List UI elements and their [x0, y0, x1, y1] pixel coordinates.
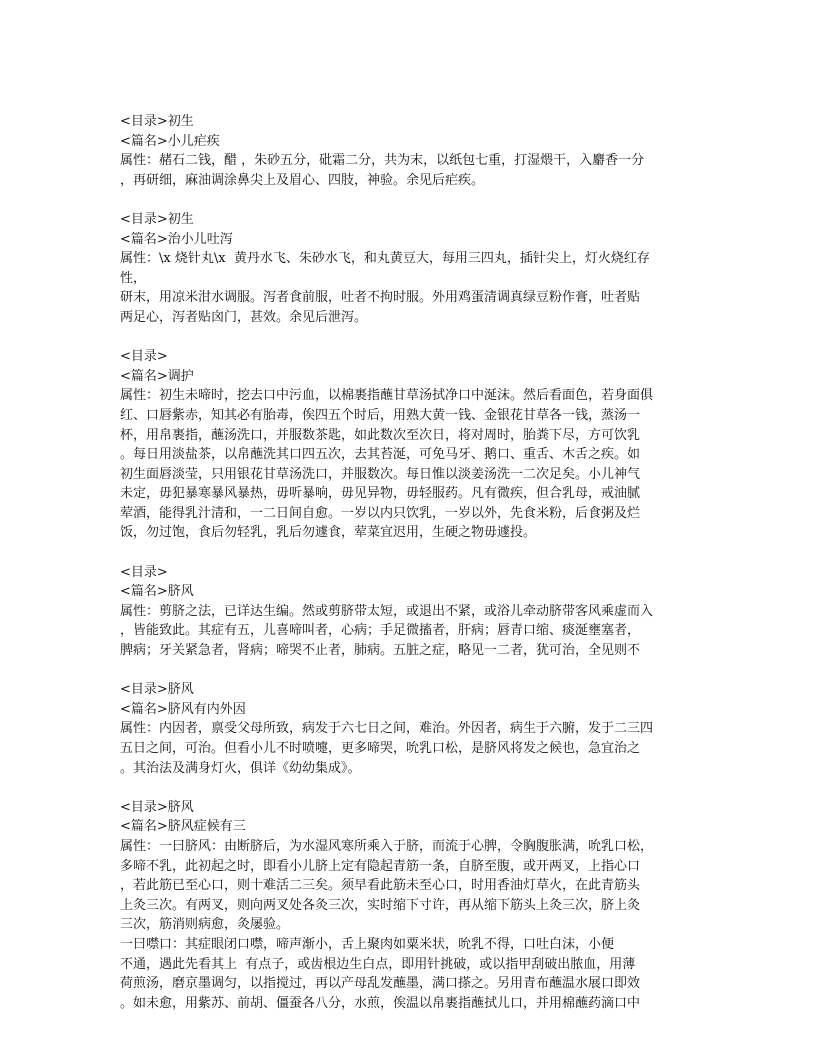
body-line: ，皆能致此。其症有五，儿喜啼叫者，心病；手足微搐者，肝病；唇青口缩、痰涎壅塞者，	[120, 623, 641, 639]
body-line: 性，	[120, 270, 147, 286]
body-line: 属性：\x 烧针丸\x 黄丹水飞、朱砂水飞，和丸黄豆大，每用三四丸，插针尖上，灯火烧红存	[120, 251, 650, 267]
pianming-label: <篇名>脐风症候有三	[120, 819, 246, 835]
body-line: 未定，毋犯暴寒暴风暴热，毋听暴响，毋见异物，毋轻服药。凡有微疾，但合乳母，戒油腻	[120, 486, 641, 502]
body-line: ，再研细，麻油调涂鼻尖上及眉心、四肢，神验。余见后疟疾。	[120, 172, 485, 188]
body-line: 脾病；牙关紧急者，肾病；啼哭不止者，肺病。五脏之症，略见一二者，犹可治，全见则不	[120, 643, 641, 659]
mulu-label: <目录>	[120, 564, 168, 580]
body-line: 荷煎汤，磨京墨调匀，以指搅过，再以产母乱发蘸墨，满口搽之。另用青布蘸温水展口即效	[120, 976, 641, 992]
body-line: 荤酒，能得乳汁清和，一二日间自愈。一岁以内只饮乳，一岁以外，先食米粉，后食粥及烂	[120, 505, 641, 521]
body-line: 研末，用凉米泔水调服。泻者食前服，吐者不拘时服。外用鸡蛋清调真绿豆粉作膏，吐者贴	[120, 290, 641, 306]
pianming-label: <篇名>调护	[120, 368, 194, 384]
mulu-label: <目录>脐风	[120, 682, 194, 698]
body-line: ，若此筋已至心口，则十难活二三矣。须早看此筋未至心口，时用香油灯草火，在此青筋头	[120, 878, 641, 894]
body-line: 属性：赭石二钱，醋 ，朱砂五分，砒霜二分，共为末，以纸包七重，打湿煨干，入麝香一分	[120, 153, 645, 169]
body-line: 属性：剪脐之法，已详达生编。然或剪脐带太短，或退出不紧，或浴儿牵动脐带客风乘虚而入	[120, 603, 654, 619]
body-line: 饭，勿过饱，食后勿轻乳，乳后勿遽食，荤菜宜迟用，生硬之物毋遽投。	[120, 525, 537, 541]
entry-tuxie	[120, 210, 700, 328]
body-line: 红、口唇紫赤，知其必有胎毒，俟四五个时后，用熟大黄一钱、金银花甘草各一钱，蒸汤一	[120, 407, 641, 423]
body-line: 一曰噤口：其症眼闭口噤，啼声渐小，舌上聚肉如粟米状，吮乳不得，口吐白沫，小便	[120, 936, 615, 952]
body-line: 不通，遇此先看其上 有点子，或齿根边生白点，即用针挑破，或以指甲刮破出脓血，用薄	[120, 956, 636, 972]
body-line: 两足心，泻者贴囟门，甚效。余见后泄泻。	[120, 309, 368, 325]
entry-qifeng	[120, 563, 700, 661]
body-line: 。每日用淡盐茶，以帛蘸洗其口四五次，去其苔涎，可免马牙、鹅口、重舌、木舌之疾。如	[120, 447, 641, 463]
pianming-label: <篇名>治小儿吐泻	[120, 231, 233, 247]
mulu-label: <目录>初生	[120, 211, 194, 227]
mulu-label: <目录>	[120, 349, 168, 365]
body-line: 上灸三次。有两叉，则向两叉处各灸三次，实时缩下寸许，再从缩下筋头上灸三次，脐上灸	[120, 897, 641, 913]
body-line: 属性：初生未啼时，挖去口中污血，以棉裹指蘸甘草汤拭净口中涎沫。然后看面色，若身面俱	[120, 388, 654, 404]
pianming-label: <篇名>脐风	[120, 584, 194, 600]
body-line: 多啼不乳，此初起之时，即看小儿脐上定有隐起青筋一条，自脐至腹，或开两叉，上指心口	[120, 858, 641, 874]
body-line: 五日之间，可治。但看小儿不时喷嚏，更多啼哭，吮乳口松，是脐风将发之候也，急宜治之	[120, 741, 641, 756]
pianming-label: <篇名>小儿疟疾	[120, 133, 220, 149]
document-page	[120, 112, 700, 1033]
body-line: 属性：内因者，禀受父母所致，病发于六七日之间，难治。外因者，病生于六腑，发于二三四	[120, 721, 654, 737]
body-line: 杯，用帛裹指，蘸汤洗口，并服数茶匙，如此数次至次日，将对周时，胎粪下尽，方可饮乳	[120, 427, 641, 443]
body-line: 初生面唇淡莹，只用银花甘草汤洗口，并服数次。每日惟以淡姜汤洗一二次足矣。小儿神气	[120, 466, 641, 482]
body-line: 。如未愈，用紫苏、前胡、僵蚕各八分，水煎，俟温以帛裹指蘸拭儿口，并用棉蘸药滴口中	[120, 995, 641, 1011]
entry-qifeng-zhenghou	[120, 798, 700, 1014]
pianming-label: <篇名>脐风有内外因	[120, 701, 246, 717]
entry-xiaoer-nueji	[120, 112, 700, 190]
body-line: 。其治法及满身灯火，俱详《幼幼集成》。	[120, 760, 361, 776]
entry-qifeng-neiwaiyin	[120, 680, 700, 778]
mulu-label: <目录>初生	[120, 114, 194, 129]
mulu-label: <目录>脐风	[120, 799, 194, 815]
entry-tiaohu	[120, 347, 700, 543]
body-line: 属性：一曰脐风：由断脐后，为水湿风寒所乘入于脐，而流于心脾，令胸腹胀满，吮乳口松，	[120, 838, 654, 854]
body-line: 三次，筋消则病愈，灸屡验。	[120, 917, 290, 933]
